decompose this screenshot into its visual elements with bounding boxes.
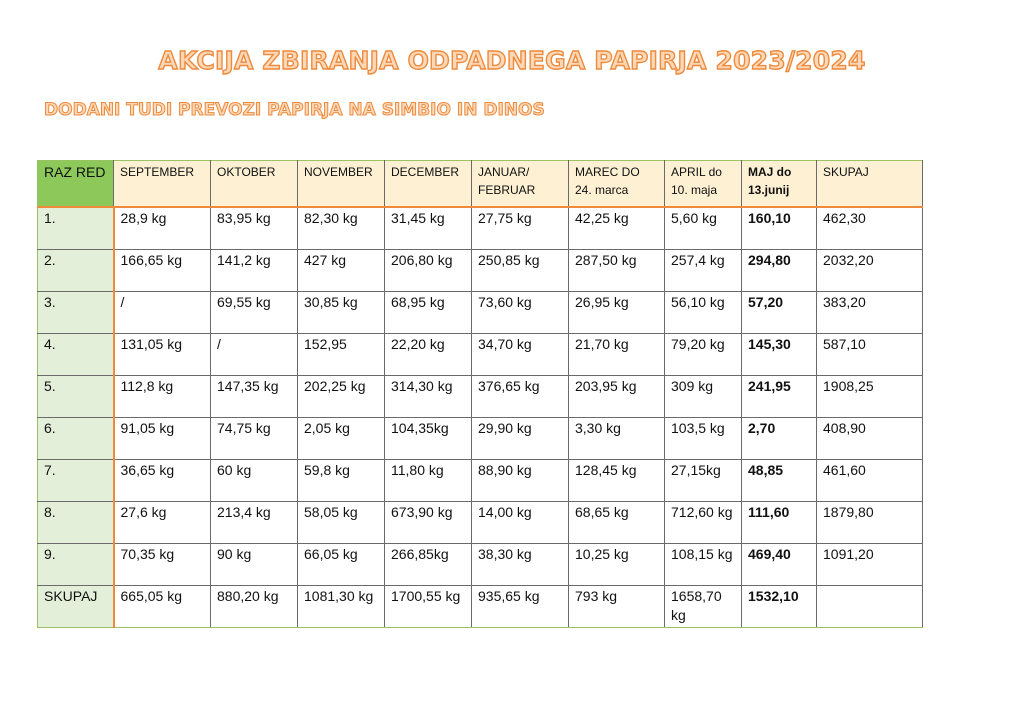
table-cell: 26,95 kg <box>569 292 665 334</box>
table-cell: 673,90 kg <box>385 502 472 544</box>
table-cell: 309 kg <box>665 376 742 418</box>
table-cell: 91,05 kg <box>114 418 211 460</box>
table-cell: 83,95 kg <box>211 207 298 250</box>
table-row <box>38 207 923 250</box>
table-cell: 27,15kg <box>665 460 742 502</box>
table-cell: / <box>114 292 211 334</box>
header-row <box>38 161 923 208</box>
table-cell: 213,4 kg <box>211 502 298 544</box>
table-cell: 68,65 kg <box>569 502 665 544</box>
table-row <box>38 460 923 502</box>
table-cell: 74,75 kg <box>211 418 298 460</box>
table-cell: 1532,10 <box>742 586 817 628</box>
table-cell: 90 kg <box>211 544 298 586</box>
header-march: MAREC DO 24. marca <box>569 161 665 208</box>
table-cell: 408,90 <box>817 418 923 460</box>
table-cell: 70,35 kg <box>114 544 211 586</box>
table-cell: 22,20 kg <box>385 334 472 376</box>
table-row <box>38 418 923 460</box>
table-cell: 66,05 kg <box>298 544 385 586</box>
table-cell: 38,30 kg <box>472 544 569 586</box>
table-cell: 462,30 <box>817 207 923 250</box>
table-cell: 104,35kg <box>385 418 472 460</box>
header-january-february: JANUAR/ FEBRUAR <box>472 161 569 208</box>
table-cell: 57,20 <box>742 292 817 334</box>
table-cell: 1879,80 <box>817 502 923 544</box>
table-cell: 427 kg <box>298 250 385 292</box>
table-cell: 587,10 <box>817 334 923 376</box>
table-cell: 241,95 <box>742 376 817 418</box>
table-cell: 206,80 kg <box>385 250 472 292</box>
table-cell: 5,60 kg <box>665 207 742 250</box>
header-class-label: RAZ RED <box>38 161 114 208</box>
table-row <box>38 250 923 292</box>
table-row <box>38 502 923 544</box>
table-cell: 141,2 kg <box>211 250 298 292</box>
header-october: OKTOBER <box>211 161 298 208</box>
table-cell: 250,85 kg <box>472 250 569 292</box>
table-cell: 147,35 kg <box>211 376 298 418</box>
table-cell: 2,70 <box>742 418 817 460</box>
table-cell: 14,00 kg <box>472 502 569 544</box>
table-cell: 383,20 <box>817 292 923 334</box>
table-cell: 202,25 kg <box>298 376 385 418</box>
header-december: DECEMBER <box>385 161 472 208</box>
header-april: APRIL do 10. maja <box>665 161 742 208</box>
table-cell: 128,45 kg <box>569 460 665 502</box>
row-label: 2. <box>38 250 114 292</box>
header-november: NOVEMBER <box>298 161 385 208</box>
table-row <box>38 292 923 334</box>
table-cell: 88,90 kg <box>472 460 569 502</box>
table-cell: 79,20 kg <box>665 334 742 376</box>
table-cell: 145,30 <box>742 334 817 376</box>
table-cell: 42,25 kg <box>569 207 665 250</box>
table-row <box>38 544 923 586</box>
table-cell: 30,85 kg <box>298 292 385 334</box>
table-cell: 131,05 kg <box>114 334 211 376</box>
row-label: SKUPAJ <box>38 586 114 628</box>
table-cell: 27,75 kg <box>472 207 569 250</box>
table-cell: 1081,30 kg <box>298 586 385 628</box>
table-cell: 29,90 kg <box>472 418 569 460</box>
table-cell: 294,80 <box>742 250 817 292</box>
table-cell: 469,40 <box>742 544 817 586</box>
table-cell: 111,60 <box>742 502 817 544</box>
table-cell: 152,95 <box>298 334 385 376</box>
table-cell: 58,05 kg <box>298 502 385 544</box>
collection-table <box>37 160 923 628</box>
table-cell: 712,60 kg <box>665 502 742 544</box>
table-cell: 34,70 kg <box>472 334 569 376</box>
table-cell: 314,30 kg <box>385 376 472 418</box>
table-cell: 73,60 kg <box>472 292 569 334</box>
table-cell: 11,80 kg <box>385 460 472 502</box>
table-cell: 48,85 <box>742 460 817 502</box>
table-cell: 2,05 kg <box>298 418 385 460</box>
table-cell: 21,70 kg <box>569 334 665 376</box>
table-cell: 27,6 kg <box>114 502 211 544</box>
table-cell: 60 kg <box>211 460 298 502</box>
table-cell: 166,65 kg <box>114 250 211 292</box>
table-cell: 376,65 kg <box>472 376 569 418</box>
table-cell: 1700,55 kg <box>385 586 472 628</box>
table-cell <box>817 586 923 628</box>
table-cell: 665,05 kg <box>114 586 211 628</box>
table-cell: 257,4 kg <box>665 250 742 292</box>
header-september: SEPTEMBER <box>114 161 211 208</box>
row-label: 6. <box>38 418 114 460</box>
table-cell: 1658,70 kg <box>665 586 742 628</box>
table-cell: 266,85kg <box>385 544 472 586</box>
table-cell: 3,30 kg <box>569 418 665 460</box>
table-cell: 108,15 kg <box>665 544 742 586</box>
table-cell: 59,8 kg <box>298 460 385 502</box>
table-cell: 2032,20 <box>817 250 923 292</box>
table-cell: 160,10 <box>742 207 817 250</box>
table-cell: 935,65 kg <box>472 586 569 628</box>
table-cell: 287,50 kg <box>569 250 665 292</box>
table-cell: 103,5 kg <box>665 418 742 460</box>
row-label: 4. <box>38 334 114 376</box>
table-cell: 69,55 kg <box>211 292 298 334</box>
table-row <box>38 586 923 628</box>
row-label: 7. <box>38 460 114 502</box>
table-cell: 68,95 kg <box>385 292 472 334</box>
table-cell: 10,25 kg <box>569 544 665 586</box>
table-cell: 31,45 kg <box>385 207 472 250</box>
table-cell: / <box>211 334 298 376</box>
table-cell: 56,10 kg <box>665 292 742 334</box>
table-cell: 880,20 kg <box>211 586 298 628</box>
table-cell: 28,9 kg <box>114 207 211 250</box>
table-cell: 82,30 kg <box>298 207 385 250</box>
table-cell: 36,65 kg <box>114 460 211 502</box>
header-may: MAJ do 13.junij <box>742 161 817 208</box>
header-total: SKUPAJ <box>817 161 923 208</box>
row-label: 1. <box>38 207 114 250</box>
table-row <box>38 376 923 418</box>
table-cell: 1908,25 <box>817 376 923 418</box>
page-title: AKCIJA ZBIRANJA ODPADNEGA PAPIRJA 2023/2024 <box>158 46 866 75</box>
table-cell: 203,95 kg <box>569 376 665 418</box>
table-cell: 1091,20 <box>817 544 923 586</box>
page-subtitle: DODANI TUDI PREVOZI PAPIRJA NA SIMBIO IN DINOS <box>44 100 545 120</box>
table-row <box>38 334 923 376</box>
row-label: 3. <box>38 292 114 334</box>
table-cell: 461,60 <box>817 460 923 502</box>
row-label: 5. <box>38 376 114 418</box>
row-label: 9. <box>38 544 114 586</box>
row-label: 8. <box>38 502 114 544</box>
table-cell: 112,8 kg <box>114 376 211 418</box>
table-cell: 793 kg <box>569 586 665 628</box>
